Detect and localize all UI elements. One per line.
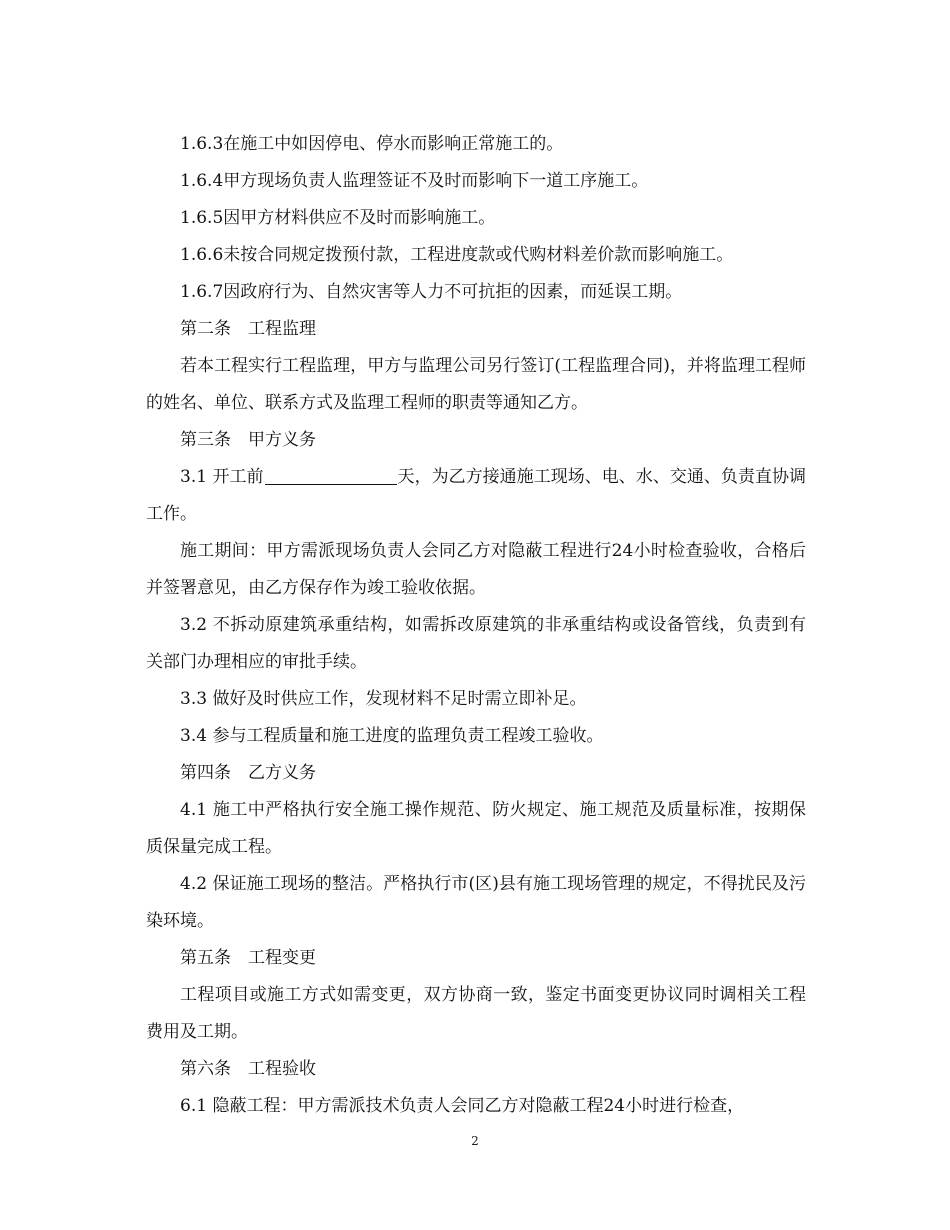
paragraph-1-6-4: 1.6.4甲方现场负责人监理签证不及时而影响下一道工序施工。 [180,171,649,191]
paragraph-3-4: 3.4 参与工程质量和施工进度的监理负责工程竣工验收。 [180,726,604,746]
paragraph-1-6-3: 1.6.3在施工中如因停电、停水而影响正常施工的。 [180,134,564,154]
paragraph-3-1-start: 3.1 开工前 [180,467,264,487]
article-2-body: 若本工程实行工程监理，甲方与监理公司另行签订(工程监理合同)，并将监理工程师的姓名、单位、联系方式及监理工程师的职责等通知乙方。 [146,356,806,413]
paragraph-3-1-end: 天，为乙方接通施工现场、电、水、交通、负责直协调工作。 [146,467,806,524]
paragraph-construction-period: 施工期间：甲方需派现场负责人会同乙方对隐蔽工程进行24小时检查验收，合格后并签署意见，由乙方保存作为竣工验收依据。 [146,541,806,598]
document-body [146,126,806,1125]
page-number: 2 [471,1134,479,1148]
article-2-heading: 第二条 工程监理 [180,319,316,339]
paragraph-3-2: 3.2 不拆动原建筑承重结构，如需拆改原建筑的非承重结构或设备管线，负责到有关部门办理相应的审批手续。 [146,615,806,672]
article-6-heading: 第六条 工程验收 [180,1059,316,1079]
paragraph-4-2: 4.2 保证施工现场的整洁。严格执行市(区)县有施工现场管理的规定，不得扰民及污染环境。 [146,874,806,931]
article-3-heading: 第三条 甲方义务 [180,430,316,450]
paragraph-6-1: 6.1 隐蔽工程：甲方需派技术负责人会同乙方对隐蔽工程24小时进行检查， [180,1096,745,1116]
fill-in-blank-days [265,466,397,485]
paragraph-1-6-7: 1.6.7因政府行为、自然灾害等人力不可抗拒的因素，而延误工期。 [180,282,683,302]
article-5-heading: 第五条 工程变更 [180,948,316,968]
paragraph-1-6-5: 1.6.5因甲方材料供应不及时而影响施工。 [180,208,496,228]
paragraph-1-6-6: 1.6.6未按合同规定拨预付款，工程进度款或代购材料差价款而影响施工。 [180,245,734,265]
article-4-heading: 第四条 乙方义务 [180,763,316,783]
paragraph-3-3: 3.3 做好及时供应工作，发现材料不足时需立即补足。 [180,689,587,709]
article-5-body: 工程项目或施工方式如需变更，双方协商一致，鉴定书面变更协议同时调相关工程费用及工期。 [146,985,806,1042]
paragraph-3-1 [146,459,806,533]
paragraph-4-1: 4.1 施工中严格执行安全施工操作规范、防火规定、施工规范及质量标准，按期保质保量完成工程。 [146,800,806,857]
